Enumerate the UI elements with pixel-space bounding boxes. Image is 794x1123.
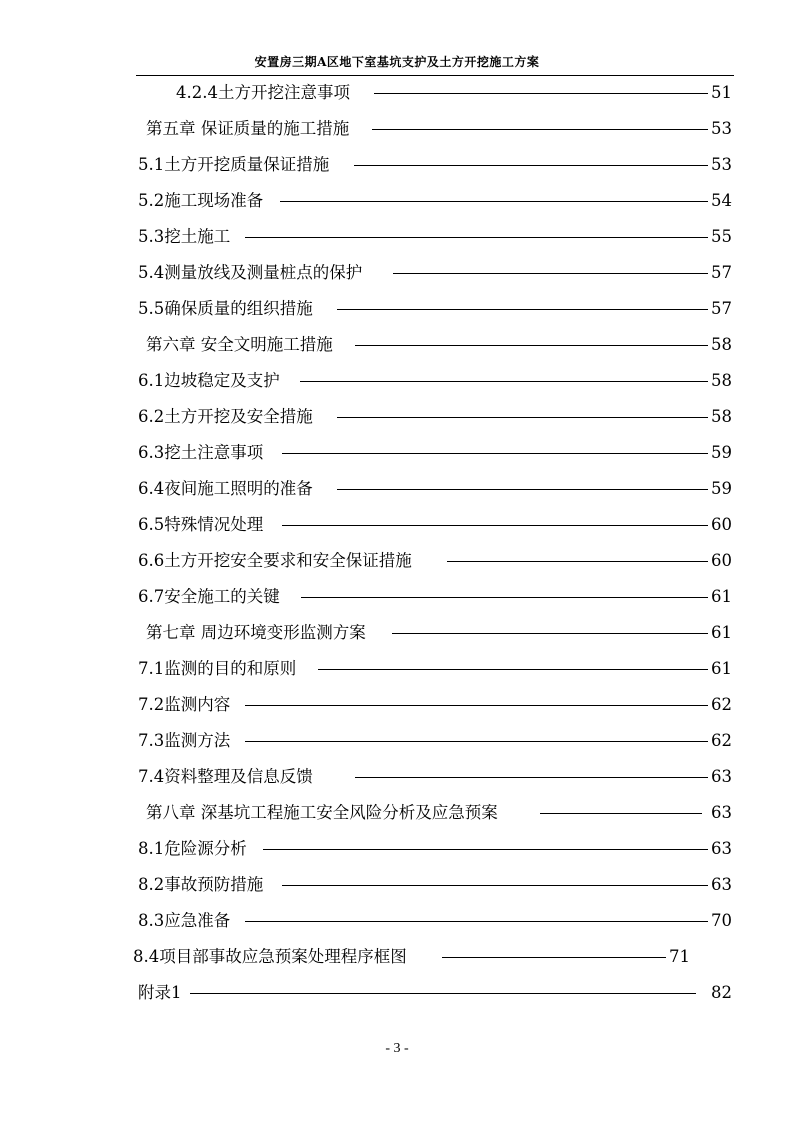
toc-entry-page: 63 bbox=[711, 767, 732, 786]
toc-entry-page: 59 bbox=[711, 443, 732, 462]
toc-entry-page: 61 bbox=[711, 659, 732, 678]
toc-entry-label: 7.4资料整理及信息反馈 bbox=[138, 767, 313, 786]
toc-entry-label: 6.5特殊情况处理 bbox=[138, 515, 264, 534]
toc-leader bbox=[318, 669, 708, 670]
toc-leader bbox=[337, 489, 708, 490]
toc-entry-label: 附录1 bbox=[138, 983, 182, 1002]
toc-leader bbox=[354, 165, 708, 166]
toc-entry[interactable] bbox=[0, 795, 794, 831]
toc-entry-page: 60 bbox=[711, 515, 732, 534]
toc-entry-page: 63 bbox=[711, 803, 732, 822]
toc-entry-label: 6.1边坡稳定及支护 bbox=[138, 371, 280, 390]
toc-leader bbox=[301, 597, 708, 598]
toc-entry-label: 8.4项目部事故应急预案处理程序框图 bbox=[133, 947, 407, 966]
toc-leader bbox=[190, 993, 696, 994]
toc-leader bbox=[447, 561, 708, 562]
toc-leader bbox=[245, 741, 708, 742]
toc-entry-page: 61 bbox=[711, 623, 732, 642]
toc-entry-label: 6.6土方开挖安全要求和安全保证措施 bbox=[138, 551, 412, 570]
toc-entry[interactable] bbox=[0, 579, 794, 615]
toc-entry-label: 8.2事故预防措施 bbox=[138, 875, 264, 894]
header-title: 安置房三期A区地下室基坑支护及土方开挖施工方案 bbox=[254, 55, 540, 69]
toc-entry[interactable] bbox=[0, 975, 794, 1011]
toc-entry-label: 6.4夜间施工照明的准备 bbox=[138, 479, 313, 498]
toc-entry-page: 63 bbox=[711, 875, 732, 894]
toc-entry[interactable] bbox=[0, 543, 794, 579]
toc-leader bbox=[372, 129, 708, 130]
toc-leader bbox=[337, 417, 708, 418]
toc-entry-page: 58 bbox=[711, 407, 732, 426]
toc-leader bbox=[282, 525, 708, 526]
toc-entry[interactable] bbox=[0, 399, 794, 435]
toc-entry-page: 55 bbox=[711, 227, 732, 246]
toc-entry[interactable] bbox=[0, 507, 794, 543]
toc-entry-label: 5.3挖土施工 bbox=[138, 227, 231, 246]
toc-entry[interactable] bbox=[0, 147, 794, 183]
toc-entry-label: 7.3监测方法 bbox=[138, 731, 231, 750]
toc-entry-page: 53 bbox=[711, 119, 732, 138]
toc-entry[interactable] bbox=[0, 219, 794, 255]
toc-entry-page: 71 bbox=[669, 947, 690, 966]
toc-entry-label: 8.3应急准备 bbox=[138, 911, 231, 930]
toc-entry-page: 61 bbox=[711, 587, 732, 606]
toc-entry-label: 7.2监测内容 bbox=[138, 695, 231, 714]
toc-entry-label: 7.1监测的目的和原则 bbox=[138, 659, 297, 678]
toc-entry[interactable] bbox=[0, 723, 794, 759]
toc-entry-label: 5.4测量放线及测量桩点的保护 bbox=[138, 263, 363, 282]
toc-leader bbox=[442, 957, 666, 958]
toc-entry-page: 59 bbox=[711, 479, 732, 498]
toc-leader bbox=[282, 453, 708, 454]
toc-entry-page: 70 bbox=[711, 911, 732, 930]
toc-entry-page: 60 bbox=[711, 551, 732, 570]
page-number: - 3 - bbox=[385, 1041, 409, 1056]
toc-entry[interactable] bbox=[0, 363, 794, 399]
toc-entry-label: 8.1危险源分析 bbox=[138, 839, 247, 858]
toc-entry-page: 57 bbox=[711, 299, 732, 318]
toc-entry[interactable] bbox=[0, 435, 794, 471]
toc-leader bbox=[300, 381, 708, 382]
toc-entry[interactable] bbox=[0, 255, 794, 291]
toc-entry-label: 5.1土方开挖质量保证措施 bbox=[138, 155, 330, 174]
toc-leader bbox=[282, 885, 708, 886]
toc-entry[interactable] bbox=[0, 903, 794, 939]
toc-entry-page: 63 bbox=[711, 839, 732, 858]
toc-leader bbox=[245, 237, 708, 238]
toc-entry-page: 62 bbox=[711, 731, 732, 750]
toc-leader bbox=[392, 633, 708, 634]
toc-entry-page: 51 bbox=[711, 83, 732, 102]
toc-entry-page: 82 bbox=[711, 983, 732, 1002]
toc-entry-label: 5.5确保质量的组织措施 bbox=[138, 299, 313, 318]
toc-entry-label: 6.7安全施工的关键 bbox=[138, 587, 280, 606]
toc-entry[interactable] bbox=[0, 327, 794, 363]
toc-entry[interactable] bbox=[0, 111, 794, 147]
toc-entry[interactable] bbox=[0, 183, 794, 219]
toc-entry[interactable] bbox=[0, 615, 794, 651]
toc-entry[interactable] bbox=[0, 759, 794, 795]
toc-entry-page: 58 bbox=[711, 335, 732, 354]
toc-entry-label: 第七章 周边环境变形监测方案 bbox=[146, 623, 366, 642]
toc-leader bbox=[355, 345, 708, 346]
toc-entry-label: 第八章 深基坑工程施工安全风险分析及应急预案 bbox=[146, 803, 498, 822]
toc-entry[interactable] bbox=[0, 651, 794, 687]
toc-entry[interactable] bbox=[0, 75, 794, 111]
toc-entry-page: 57 bbox=[711, 263, 732, 282]
toc-entry-label: 6.2土方开挖及安全措施 bbox=[138, 407, 313, 426]
toc-entry-page: 58 bbox=[711, 371, 732, 390]
toc-leader bbox=[540, 813, 702, 814]
toc-leader bbox=[374, 93, 708, 94]
toc-entry-label: 4.2.4土方开挖注意事项 bbox=[176, 83, 350, 102]
toc-entry-page: 54 bbox=[711, 191, 732, 210]
toc-entry[interactable] bbox=[0, 291, 794, 327]
toc-entry[interactable] bbox=[0, 471, 794, 507]
toc-entry-page: 62 bbox=[711, 695, 732, 714]
toc-leader bbox=[393, 273, 708, 274]
toc-leader bbox=[355, 777, 708, 778]
toc-entry-label: 6.3挖土注意事项 bbox=[138, 443, 264, 462]
toc-leader bbox=[245, 705, 708, 706]
toc-entry[interactable] bbox=[0, 939, 794, 975]
toc-entry-page: 53 bbox=[711, 155, 732, 174]
toc-entry-label: 第六章 安全文明施工措施 bbox=[146, 335, 333, 354]
toc-leader bbox=[337, 309, 708, 310]
toc-entry-label: 第五章 保证质量的施工措施 bbox=[146, 119, 350, 138]
toc-entry[interactable] bbox=[0, 867, 794, 903]
toc-entry[interactable] bbox=[0, 687, 794, 723]
toc-leader bbox=[245, 921, 708, 922]
toc-leader bbox=[280, 201, 708, 202]
toc-leader bbox=[263, 849, 708, 850]
toc-entry[interactable] bbox=[0, 831, 794, 867]
toc-entry-label: 5.2施工现场准备 bbox=[138, 191, 264, 210]
